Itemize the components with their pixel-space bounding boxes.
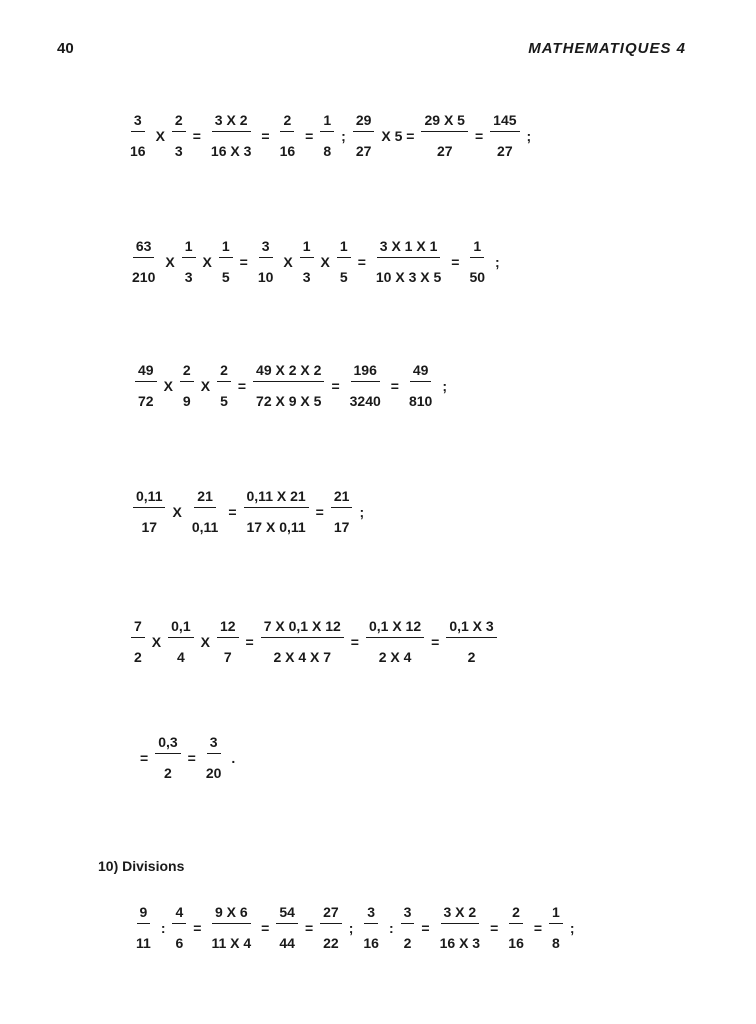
equation-line-5 (128, 618, 500, 665)
fraction (255, 238, 277, 285)
fraction (366, 618, 424, 665)
numerator: 1 (320, 112, 334, 132)
denominator: 3 (302, 269, 311, 285)
fraction (331, 488, 353, 535)
numerator: 63 (133, 238, 155, 258)
fraction (129, 238, 158, 285)
numerator: 21 (194, 488, 216, 508)
fraction (337, 238, 351, 285)
denominator: 17 X 0,11 (246, 519, 306, 535)
numerator: 3 X 1 X 1 (377, 238, 441, 258)
fraction (437, 904, 483, 951)
operator: ; (526, 127, 532, 144)
numerator: 1 (182, 238, 196, 258)
operator: X (172, 503, 182, 520)
fraction (133, 904, 154, 951)
denominator: 9 (182, 393, 191, 409)
numerator: 1 (470, 238, 484, 258)
operator: = (261, 919, 270, 936)
denominator: 8 (552, 935, 560, 951)
section-heading: 10) Divisions (98, 858, 185, 874)
operator: = (331, 377, 340, 394)
operator: X (200, 633, 210, 650)
operator: = (192, 127, 201, 144)
denominator: 20 (205, 765, 222, 781)
numerator: 0,1 X 3 (446, 618, 496, 638)
denominator: 17 (141, 519, 158, 535)
fraction (217, 362, 231, 409)
numerator: 3 X 2 (441, 904, 480, 924)
operator: X (200, 377, 211, 394)
numerator: 0,1 (168, 618, 193, 638)
fraction (466, 238, 488, 285)
fraction (182, 238, 196, 285)
denominator: 27 (436, 143, 453, 159)
operator: = (350, 633, 359, 650)
numerator: 145 (490, 112, 519, 132)
operator: = (245, 633, 254, 650)
numerator: 49 (135, 362, 157, 382)
denominator: 2 X 4 X 7 (273, 649, 332, 665)
numerator: 3 (207, 734, 221, 754)
fraction (203, 734, 225, 781)
numerator: 9 (137, 904, 151, 924)
operator: ; (569, 919, 575, 936)
operator: ; (348, 919, 354, 936)
operator: = (261, 127, 270, 144)
denominator: 11 X 4 (211, 935, 252, 951)
denominator: 2 (403, 935, 412, 951)
numerator: 3 X 2 (212, 112, 251, 132)
fraction (208, 112, 254, 159)
denominator: 16 X 3 (439, 935, 481, 951)
operator: . (231, 749, 236, 766)
numerator: 4 (172, 904, 186, 924)
operator: X (202, 253, 212, 270)
equation-line-6 (136, 734, 239, 781)
numerator: 0,1 X 12 (366, 618, 424, 638)
fraction (505, 904, 527, 951)
numerator: 3 (259, 238, 273, 258)
denominator: 22 (323, 935, 339, 951)
denominator: 4 (176, 649, 185, 665)
denominator: 8 (323, 143, 332, 159)
numerator: 2 (172, 112, 186, 132)
operator: : (160, 919, 166, 936)
denominator: 2 (467, 649, 476, 665)
operator: = (305, 127, 314, 144)
denominator: 810 (408, 393, 433, 409)
fraction (276, 904, 298, 951)
denominator: 5 (220, 393, 228, 409)
fraction (219, 238, 233, 285)
operator: = (357, 253, 366, 270)
equation-line-2 (126, 238, 504, 285)
fraction (261, 618, 344, 665)
equation-line-1 (124, 112, 535, 159)
numerator: 1 (549, 904, 563, 924)
operator: X (163, 377, 173, 394)
fraction (446, 618, 496, 665)
operator: = (140, 749, 149, 766)
operator: = (490, 919, 499, 936)
numerator: 7 X 0,1 X 12 (261, 618, 344, 638)
denominator: 72 (138, 393, 154, 409)
numerator: 0,11 (133, 488, 165, 508)
denominator: 5 (221, 269, 230, 285)
numerator: 2 (217, 362, 231, 382)
denominator: 3 (184, 269, 193, 285)
fraction (217, 618, 239, 665)
numerator: 0,3 (155, 734, 180, 754)
denominator: 16 (508, 935, 524, 951)
fraction (490, 112, 519, 159)
denominator: 27 (497, 143, 513, 159)
numerator: 2 (509, 904, 523, 924)
operator: ; (341, 127, 346, 144)
fraction (406, 362, 435, 409)
fraction (320, 904, 342, 951)
numerator: 3 (131, 112, 145, 132)
fraction (401, 904, 415, 951)
fraction (549, 904, 563, 951)
page-number: 40 (57, 40, 74, 57)
numerator: 21 (331, 488, 353, 508)
running-head: MATHEMATIQUES 4 (528, 40, 686, 57)
numerator: 7 (131, 618, 145, 638)
denominator: 17 (333, 519, 350, 535)
operator: X (165, 253, 175, 270)
operator: = (451, 253, 460, 270)
denominator: 16 (130, 143, 146, 159)
fraction (320, 112, 334, 159)
operator: : (388, 919, 394, 936)
operator: = (237, 377, 247, 394)
fraction (127, 112, 149, 159)
fraction (168, 618, 193, 665)
operator: X (283, 253, 293, 270)
operator: = (228, 503, 237, 520)
denominator: 72 X 9 X 5 (256, 393, 322, 409)
numerator: 12 (217, 618, 239, 638)
equation-line-7 (130, 904, 579, 951)
denominator: 50 (469, 269, 486, 285)
denominator: 2 (134, 649, 142, 665)
numerator: 1 (219, 238, 233, 258)
operator: = (474, 127, 484, 144)
denominator: 5 (339, 269, 348, 285)
fraction (131, 618, 145, 665)
denominator: 2 X 4 (378, 649, 412, 665)
numerator: 27 (320, 904, 342, 924)
denominator: 6 (175, 935, 184, 951)
denominator: 16 (279, 143, 296, 159)
numerator: 2 (180, 362, 194, 382)
operator: = (431, 633, 440, 650)
fraction (180, 362, 194, 409)
denominator: 27 (355, 143, 372, 159)
denominator: 7 (223, 649, 232, 665)
numerator: 29 X 5 (421, 112, 467, 132)
numerator: 49 (410, 362, 432, 382)
denominator: 44 (279, 935, 295, 951)
operator: ; (442, 377, 447, 394)
fraction (253, 362, 324, 409)
numerator: 9 X 6 (212, 904, 251, 924)
numerator: 3 (401, 904, 415, 924)
denominator: 3240 (349, 393, 381, 409)
denominator: 16 X 3 (210, 143, 252, 159)
denominator: 16 (363, 935, 379, 951)
fraction (189, 488, 221, 535)
operator: = (390, 377, 399, 394)
fraction (421, 112, 467, 159)
numerator: 196 (351, 362, 380, 382)
fraction (155, 734, 180, 781)
operator: = (533, 919, 543, 936)
numerator: 54 (276, 904, 298, 924)
fraction (208, 904, 254, 951)
fraction (135, 362, 157, 409)
denominator: 210 (132, 269, 156, 285)
operator: = (187, 749, 196, 766)
numerator: 2 (280, 112, 294, 132)
numerator: 0,11 X 21 (244, 488, 309, 508)
fraction (277, 112, 299, 159)
denominator: 10 (257, 269, 274, 285)
equation-line-3 (132, 362, 451, 409)
numerator: 1 (337, 238, 351, 258)
denominator: 3 (174, 143, 183, 159)
operator: = (239, 253, 248, 270)
operator: = (315, 503, 324, 520)
operator: = (421, 919, 430, 936)
fraction (347, 362, 384, 409)
denominator: 0,11 (191, 519, 219, 535)
fraction (172, 112, 186, 159)
operator: X 5 = (381, 127, 415, 144)
fraction (133, 488, 165, 535)
fraction (244, 488, 309, 535)
denominator: 2 (164, 765, 172, 781)
equation-line-4 (130, 488, 368, 535)
fraction (172, 904, 186, 951)
numerator: 1 (300, 238, 314, 258)
fraction (353, 112, 375, 159)
denominator: 10 X 3 X 5 (375, 269, 442, 285)
numerator: 29 (353, 112, 375, 132)
numerator: 49 X 2 X 2 (253, 362, 324, 382)
fraction (300, 238, 314, 285)
operator: = (193, 919, 202, 936)
operator: = (304, 919, 314, 936)
operator: X (151, 633, 162, 650)
numerator: 3 (364, 904, 378, 924)
operator: ; (495, 253, 500, 270)
denominator: 11 (136, 935, 151, 951)
operator: X (320, 253, 330, 270)
operator: X (155, 127, 165, 144)
operator: ; (359, 503, 365, 520)
fraction (373, 238, 444, 285)
fraction (360, 904, 382, 951)
